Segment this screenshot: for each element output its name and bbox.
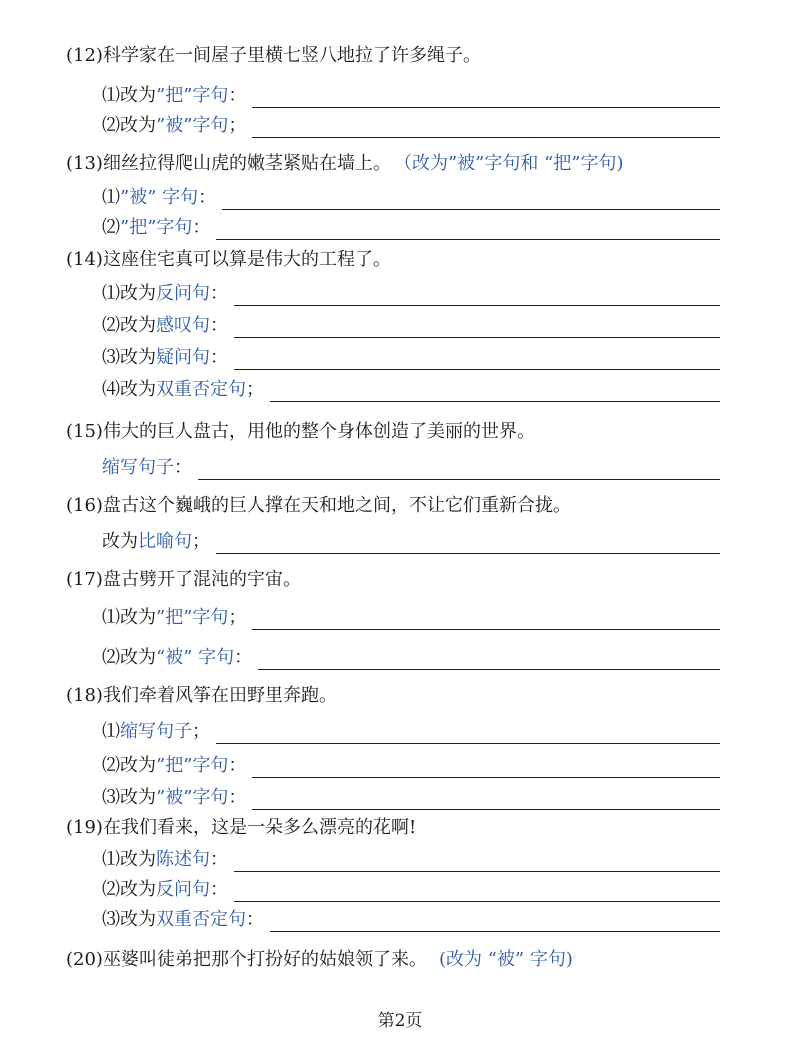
- answer-colon: ：: [234, 647, 253, 668]
- answer-row: [102, 878, 720, 902]
- answer-row: [102, 720, 720, 744]
- answer-row: [102, 456, 720, 480]
- answer-type: 缩写句子: [120, 721, 192, 742]
- answer-prefix: ⑵改为: [102, 755, 156, 776]
- answer-row: [102, 606, 720, 630]
- answer-colon: ：: [210, 849, 228, 870]
- answer-colon: ：: [192, 217, 211, 238]
- answer-prefix: ⑵改为: [102, 879, 156, 900]
- answer-row: [102, 754, 720, 778]
- answer-type: ”把”字句: [156, 755, 229, 776]
- question-15: [66, 420, 535, 444]
- question-number: (17): [66, 569, 103, 590]
- answer-type: 反问句: [156, 283, 210, 304]
- answer-blank-line[interactable]: [198, 459, 720, 480]
- question-19: [66, 816, 416, 840]
- answer-row: [102, 848, 720, 872]
- answer-prefix: ⑶改为: [102, 909, 156, 930]
- answer-blank-line[interactable]: [270, 911, 720, 932]
- question-text: 伟大的巨人盘古，用他的整个身体创造了美丽的世界。: [102, 421, 535, 442]
- answer-colon: ：: [174, 457, 192, 478]
- answer-type: ”被” 字句: [120, 187, 199, 208]
- answer-row: [102, 84, 720, 108]
- question-20: [66, 948, 573, 972]
- answer-blank-line[interactable]: [216, 219, 720, 240]
- answer-row: [102, 908, 720, 932]
- answer-prefix: ⑵: [102, 217, 120, 238]
- question-text: 科学家在一间屋子里横七竖八地拉了许多绳子。: [102, 45, 481, 66]
- answer-prefix: ⑶改为: [102, 787, 156, 808]
- answer-colon: ：: [210, 283, 228, 304]
- question-14: [66, 248, 391, 272]
- question-number: (14): [66, 249, 103, 270]
- question-number: (16): [66, 495, 103, 516]
- answer-colon: ：: [228, 787, 247, 808]
- answer-colon: ：: [228, 85, 247, 106]
- answer-blank-line[interactable]: [216, 533, 720, 554]
- question-text: 盘古劈开了混沌的宇宙。: [102, 569, 301, 590]
- answer-blank-line[interactable]: [252, 789, 720, 810]
- question-hint: (改为 “被” 字句): [438, 949, 573, 970]
- question-text: 这座住宅真可以算是伟大的工程了。: [102, 249, 391, 270]
- answer-row: [102, 216, 720, 240]
- answer-type: ”被”字句: [156, 115, 229, 136]
- answer-colon: ：: [228, 755, 247, 776]
- answer-blank-line[interactable]: [258, 649, 720, 670]
- answer-prefix: ⑴: [102, 187, 120, 208]
- answer-type: ”把”字句: [156, 607, 229, 628]
- question-number: (20): [66, 949, 103, 970]
- answer-type: ”把”字句: [156, 85, 229, 106]
- answer-blank-line[interactable]: [234, 851, 720, 872]
- question-16: [66, 494, 571, 518]
- answer-blank-line[interactable]: [234, 285, 720, 306]
- question-13: [66, 152, 624, 176]
- answer-type: 疑问句: [156, 347, 210, 368]
- question-text: 在我们看来，这是一朵多么漂亮的花啊!: [102, 817, 417, 838]
- question-17: [66, 568, 301, 592]
- answer-type: 比喻句: [138, 531, 192, 552]
- answer-prefix: ⑴: [102, 721, 120, 742]
- answer-colon: ；: [246, 379, 264, 400]
- answer-blank-line[interactable]: [234, 317, 720, 338]
- answer-blank-line[interactable]: [252, 609, 720, 630]
- answer-type: 感叹句: [156, 315, 210, 336]
- answer-colon: ；: [228, 607, 247, 628]
- answer-type: 陈述句: [156, 849, 210, 870]
- question-number: (12): [66, 45, 103, 66]
- answer-prefix: ⑷改为: [102, 379, 156, 400]
- answer-type: ”被”字句: [156, 787, 229, 808]
- answer-type: 缩写句子: [102, 457, 174, 478]
- answer-type: 双重否定句: [156, 379, 246, 400]
- answer-prefix: ⑴改为: [102, 85, 156, 106]
- answer-colon: ：: [198, 187, 217, 208]
- answer-colon: ：: [246, 909, 264, 930]
- question-hint: （改为”被”字句和 “把”字句): [402, 153, 624, 174]
- question-text: 细丝拉得爬山虎的嫩茎紧贴在墙上。: [102, 153, 391, 174]
- answer-colon: ：: [210, 879, 228, 900]
- answer-blank-line[interactable]: [252, 757, 720, 778]
- question-text: 巫婆叫徒弟把那个打扮好的姑娘领了来。: [102, 949, 427, 970]
- question-18: [66, 684, 337, 708]
- question-number: (15): [66, 421, 103, 442]
- answer-blank-line[interactable]: [270, 381, 720, 402]
- answer-blank-line[interactable]: [216, 723, 720, 744]
- answer-prefix: ⑶改为: [102, 347, 156, 368]
- question-12: [66, 44, 481, 68]
- answer-type: ”把”字句: [120, 217, 193, 238]
- answer-colon: ：: [210, 347, 228, 368]
- answer-prefix: ⑵改为: [102, 315, 156, 336]
- question-number: (13): [66, 153, 103, 174]
- answer-blank-line[interactable]: [234, 881, 720, 902]
- answer-row: [102, 314, 720, 338]
- answer-blank-line[interactable]: [252, 87, 720, 108]
- answer-row: [102, 378, 720, 402]
- answer-row: [102, 114, 720, 138]
- answer-prefix: 改为: [102, 531, 138, 552]
- answer-blank-line[interactable]: [222, 189, 720, 210]
- answer-row: [102, 530, 720, 554]
- answer-row: [102, 346, 720, 370]
- answer-prefix: ⑵改为: [102, 115, 156, 136]
- answer-prefix: ⑵改为: [102, 647, 156, 668]
- answer-type: “被” 字句: [156, 647, 235, 668]
- answer-type: 反问句: [156, 879, 210, 900]
- question-text: 盘古这个巍峨的巨人撑在天和地之间，不让它们重新合拢。: [102, 495, 571, 516]
- answer-colon: ：: [210, 315, 228, 336]
- answer-prefix: ⑴改为: [102, 607, 156, 628]
- answer-type: 双重否定句: [156, 909, 246, 930]
- answer-colon: ；: [192, 721, 210, 742]
- answer-row: [102, 786, 720, 810]
- answer-row: [102, 646, 720, 670]
- question-text: 我们牵着风筝在田野里奔跑。: [102, 685, 337, 706]
- page-number: 第2页: [377, 1011, 423, 1031]
- answer-blank-line[interactable]: [234, 349, 720, 370]
- answer-row: [102, 282, 720, 306]
- answer-prefix: ⑴改为: [102, 283, 156, 304]
- answer-prefix: ⑴改为: [102, 849, 156, 870]
- question-number: (19): [66, 817, 103, 838]
- answer-row: [102, 186, 720, 210]
- question-number: (18): [66, 685, 103, 706]
- answer-blank-line[interactable]: [252, 117, 720, 138]
- answer-colon: ；: [192, 531, 210, 552]
- answer-colon: ；: [228, 115, 247, 136]
